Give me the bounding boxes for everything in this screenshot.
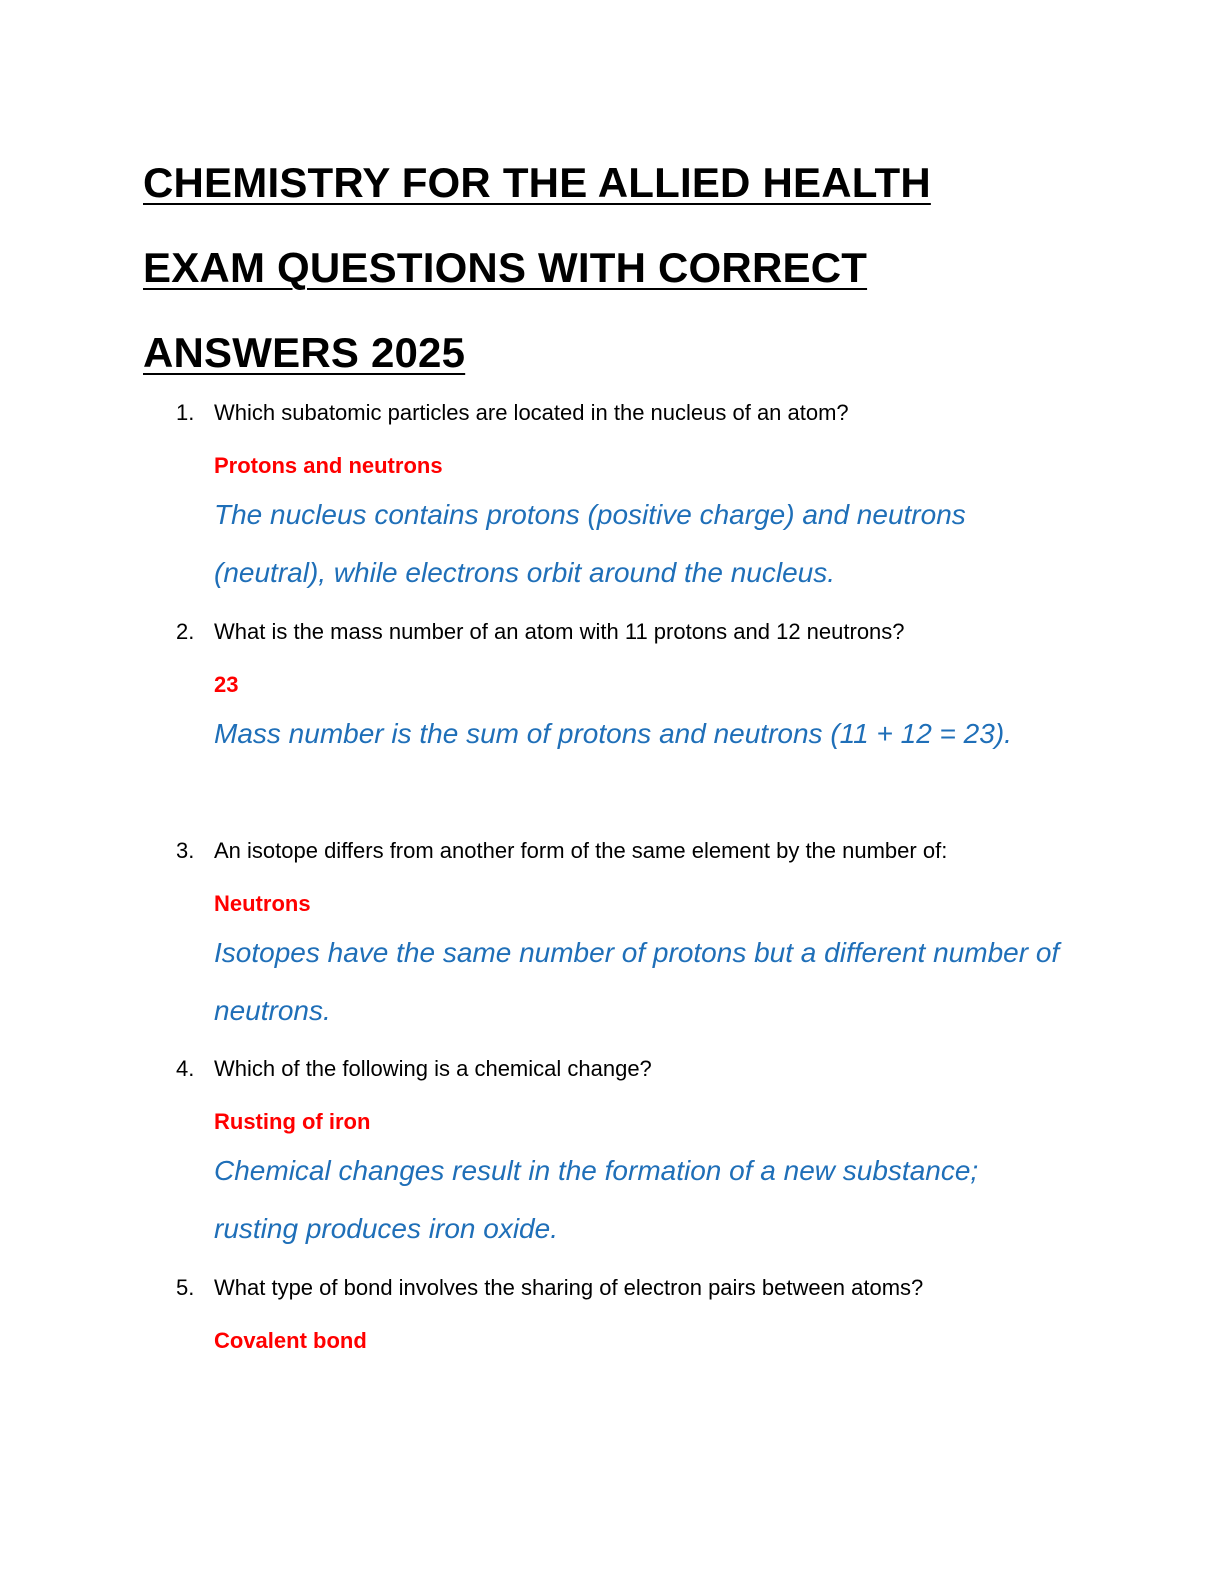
question-item-5 (176, 1275, 1076, 1361)
question-item-4 (176, 1056, 1076, 1258)
question-number: 4. (176, 1056, 195, 1081)
answer-text: 23 (214, 672, 239, 697)
question-row (176, 1056, 1076, 1102)
document-title (143, 140, 1083, 395)
question-item-3 (176, 838, 1076, 1040)
question-text: What type of bond involves the sharing of electron pairs between atoms? (214, 1275, 924, 1300)
answer-text: Protons and neutrons (214, 453, 443, 478)
question-row (176, 838, 1076, 884)
explanation-text: Isotopes have the same number of protons but a different number of neutrons. (214, 937, 1060, 1026)
question-number: 3. (176, 838, 195, 863)
title-line-3: ANSWERS 2025 (143, 329, 466, 376)
explanation-text: The nucleus contains protons (positive charge) and neutrons (neutral), while electrons orbit around the nucleus. (214, 499, 966, 588)
title-line-2: EXAM QUESTIONS WITH CORRECT (143, 244, 868, 291)
question-number: 5. (176, 1275, 195, 1300)
answer-text: Neutrons (214, 891, 311, 916)
question-item-1 (176, 400, 1076, 602)
question-text: Which of the following is a chemical change? (214, 1056, 652, 1081)
question-row (176, 1275, 1076, 1321)
question-row (176, 619, 1076, 665)
explanation-text: Mass number is the sum of protons and neutrons (11 + 12 = 23). (214, 718, 1012, 749)
question-number: 2. (176, 619, 195, 644)
answer-text: Covalent bond (214, 1328, 367, 1353)
question-item-2 (176, 619, 1076, 763)
answer-text: Rusting of iron (214, 1109, 371, 1134)
question-text: What is the mass number of an atom with 11 protons and 12 neutrons? (214, 619, 905, 644)
question-text: Which subatomic particles are located in the nucleus of an atom? (214, 400, 849, 425)
title-line-1: CHEMISTRY FOR THE ALLIED HEALTH (143, 159, 931, 206)
question-text: An isotope differs from another form of the same element by the number of: (214, 838, 948, 863)
question-row (176, 400, 1076, 446)
question-number: 1. (176, 400, 195, 425)
explanation-text: Chemical changes result in the formation of a new substance; rusting produces iron oxide. (214, 1155, 979, 1244)
